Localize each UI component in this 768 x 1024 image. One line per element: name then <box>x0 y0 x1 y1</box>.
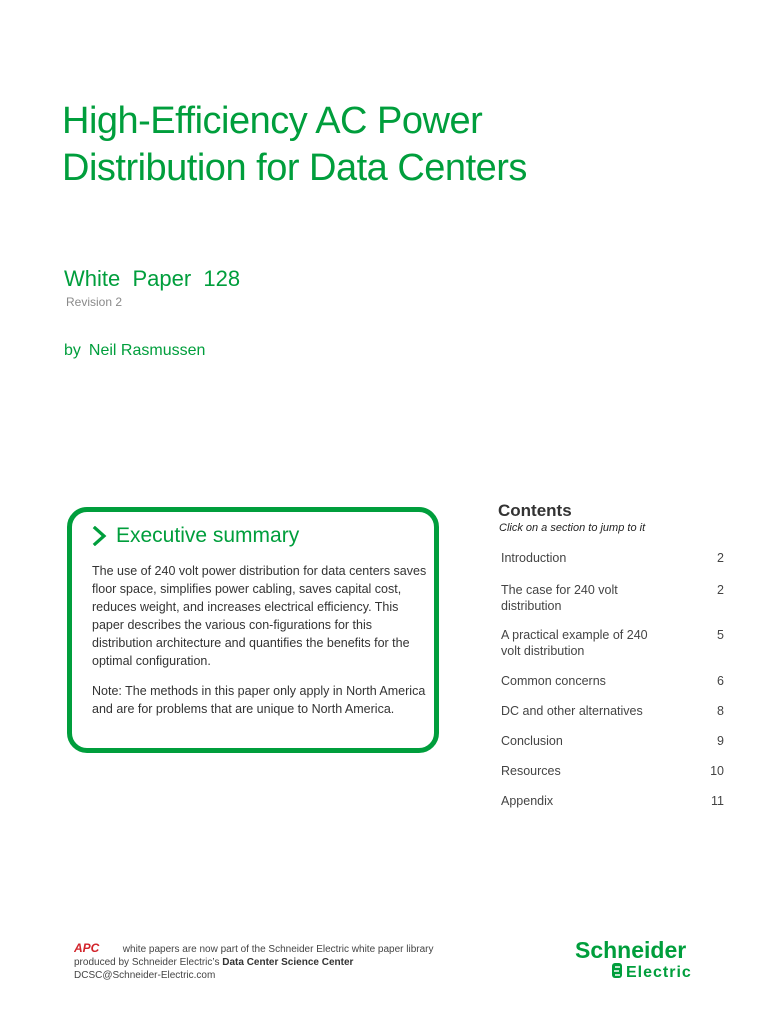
executive-summary-box <box>67 507 439 753</box>
by-word: by <box>64 342 81 359</box>
toc-item-common-concerns[interactable] <box>501 673 724 689</box>
contents-subheading: Click on a section to jump to it <box>499 522 646 534</box>
toc-item-dc-alternatives[interactable] <box>501 703 724 719</box>
toc-item-practical-example[interactable] <box>501 627 724 659</box>
chevron-right-icon <box>92 526 108 546</box>
title-line-2: Distribution for Data Centers <box>62 147 527 189</box>
footer-line-1 <box>74 942 434 956</box>
toc-item-page: 11 <box>711 794 724 808</box>
contents-heading: Contents <box>498 501 572 520</box>
toc-item-page: 9 <box>717 734 724 748</box>
author-name: Neil Rasmussen <box>88 342 206 359</box>
summary-paragraph-2: Note: The methods in this paper only apply in North America and are for problems that are unique to North America. <box>92 684 426 716</box>
title-line-1: High-Efficiency AC Power <box>62 100 483 142</box>
executive-summary-title: Executive summary <box>116 524 300 547</box>
toc-item-label: Common concerns <box>501 674 606 688</box>
toc-item-label: The case for 240 volt distribution <box>501 583 618 613</box>
toc-item-conclusion[interactable] <box>501 733 724 749</box>
toc-item-label: A practical example of 240 volt distribution <box>501 628 648 658</box>
footer-library-text: white papers are now part of the Schneider Electric white paper library <box>122 944 434 955</box>
author-line <box>64 342 205 360</box>
footer-produced-by: produced by Schneider Electric’s <box>74 957 220 968</box>
toc-item-page: 5 <box>717 628 724 642</box>
toc-item-label: Appendix <box>501 794 554 808</box>
toc-item-appendix[interactable] <box>501 793 724 809</box>
white-paper-number: White Paper 128 <box>64 266 241 291</box>
toc-item-resources[interactable] <box>501 763 724 779</box>
executive-summary-heading <box>92 524 299 548</box>
toc-item-page: 10 <box>710 764 724 778</box>
footer-line-2 <box>74 956 434 969</box>
toc-item-page: 8 <box>717 704 724 718</box>
toc-item-case-for-240[interactable] <box>501 582 724 614</box>
toc-item-label: Resources <box>501 764 561 778</box>
toc-item-page: 6 <box>717 674 724 688</box>
footer-dcsc-name: Data Center Science Center <box>222 957 354 968</box>
svg-text:Schneider: Schneider <box>575 937 687 963</box>
toc-item-introduction[interactable] <box>501 550 724 566</box>
revision-label: Revision 2 <box>66 295 123 309</box>
apc-logo <box>74 942 120 953</box>
toc-item-label: DC and other alternatives <box>501 704 643 718</box>
svg-text:Electric: Electric <box>626 964 692 981</box>
footer-credits <box>74 942 434 982</box>
toc-item-label: Introduction <box>501 551 567 565</box>
footer-email[interactable]: DCSC@Schneider-Electric.com <box>74 970 216 981</box>
executive-summary-text <box>92 562 427 730</box>
toc-item-label: Conclusion <box>501 734 563 748</box>
document-title <box>62 98 702 192</box>
summary-paragraph-1: The use of 240 volt power distribution for data centers saves floor space, simplifies power cabling, saves capital cost, reduces weight, and increases electrical efficiency. This paper describes the various con-figurations for this distribution architecture and quantifies the benefits for the optimal configuration. <box>92 564 427 668</box>
toc-item-page: 2 <box>717 583 724 597</box>
svg-text:APC: APC <box>74 942 100 953</box>
toc-item-page: 2 <box>717 551 724 565</box>
schneider-electric-logo <box>574 936 714 982</box>
